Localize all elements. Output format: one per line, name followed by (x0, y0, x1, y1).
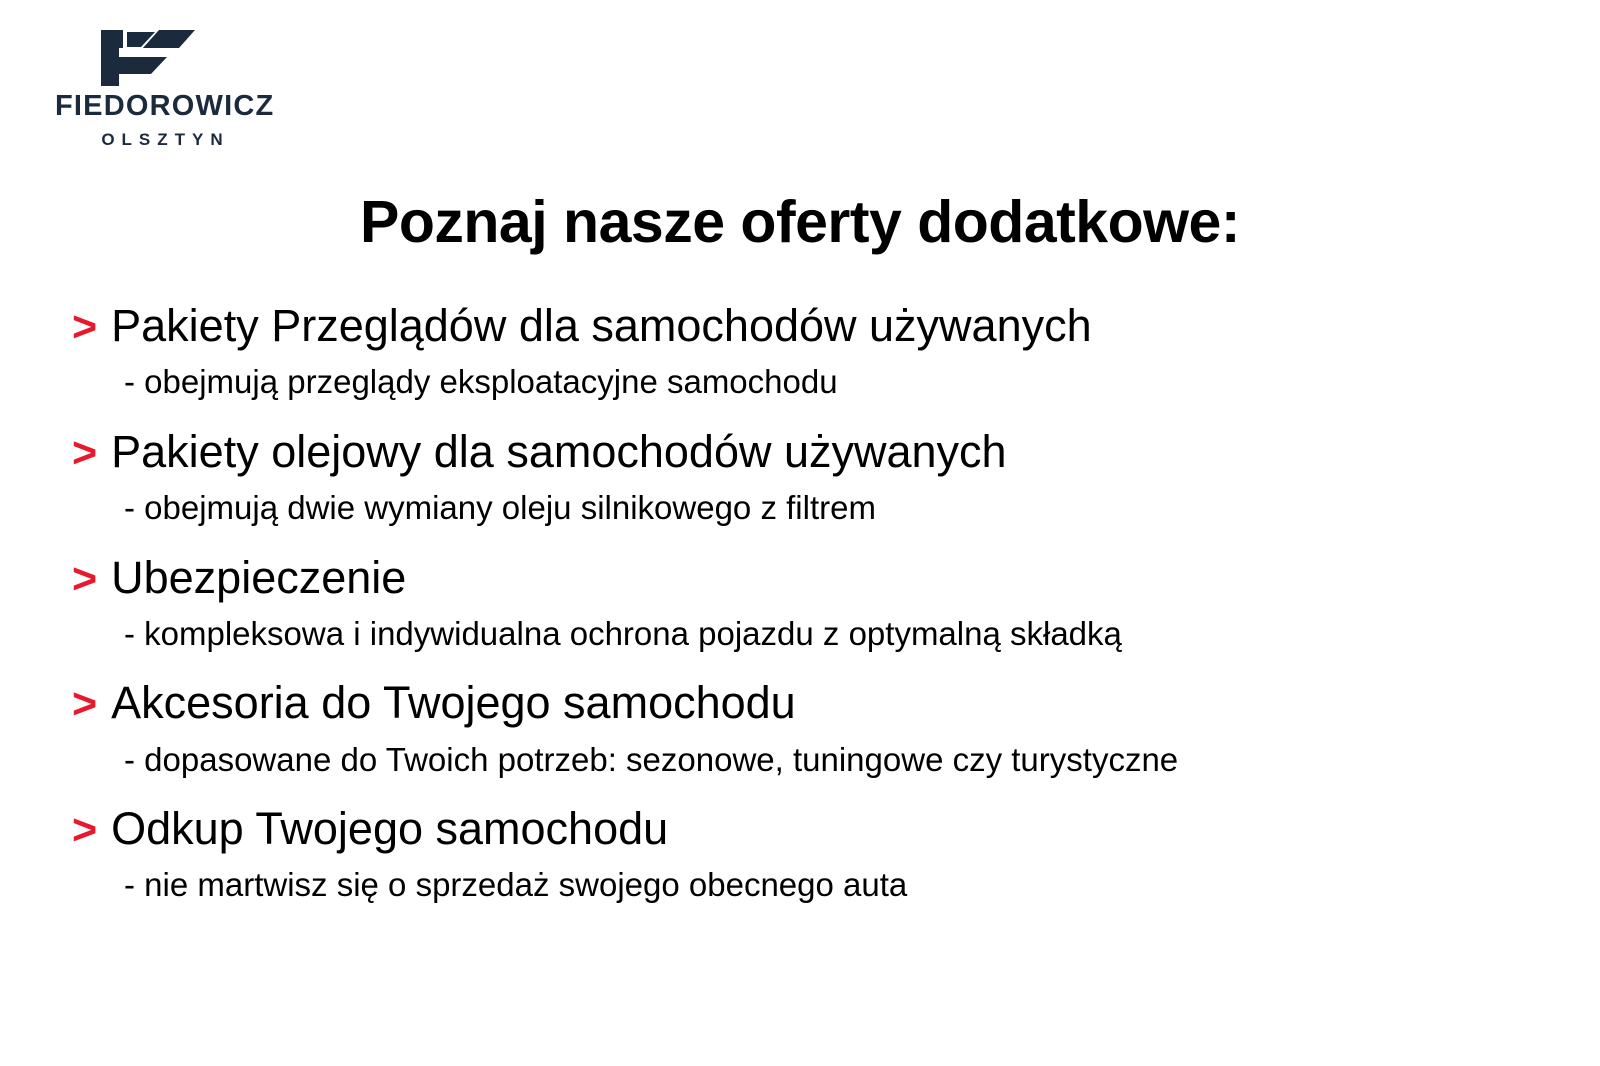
logo-wordmark: FIEDOROWICZ (55, 90, 275, 122)
logo-subtitle: OLSZTYN (101, 130, 230, 149)
offer-head (72, 300, 1552, 352)
list-item (72, 677, 1552, 779)
list-item (72, 300, 1552, 402)
brand-logo (55, 28, 275, 149)
list-item (72, 803, 1552, 905)
fiedorowicz-f-emblem-icon (93, 28, 203, 88)
chevron-right-marker-icon: > (72, 680, 98, 729)
offer-head (72, 426, 1552, 478)
offer-description: - nie martwisz się o sprzedaż swojego obecnego auta (124, 866, 908, 904)
offer-list (72, 300, 1552, 929)
offer-head (72, 552, 1552, 604)
offer-description: - kompleksowa i indywidualna ochrona pojazdu z optymalną składką (124, 614, 1122, 652)
list-item (72, 552, 1552, 654)
offer-description: - obejmują przeglądy eksploatacyjne samochodu (124, 363, 838, 401)
offer-heading: Pakiety Przeglądów dla samochodów używanych (111, 300, 1092, 351)
offer-heading: Ubezpieczenie (111, 551, 407, 603)
offer-description: - dopasowane do Twoich potrzeb: sezonowe, tuningowe czy turystyczne (124, 740, 1179, 778)
chevron-right-marker-icon: > (72, 806, 98, 855)
offer-heading: Pakiety olejowy dla samochodów używanych (111, 425, 1007, 477)
offer-description: - obejmują dwie wymiany oleju silnikowego z filtrem (124, 488, 876, 526)
offer-head (72, 803, 1552, 855)
chevron-right-marker-icon: > (72, 554, 98, 603)
list-item (72, 426, 1552, 528)
chevron-right-marker-icon: > (72, 428, 98, 477)
offer-heading: Odkup Twojego samochodu (111, 803, 669, 855)
chevron-right-marker-icon: > (72, 303, 98, 351)
page-title: Poznaj nasze oferty dodatkowe: (360, 189, 1240, 255)
offer-head (72, 677, 1552, 729)
offer-heading: Akcesoria do Twojego samochodu (111, 677, 796, 729)
